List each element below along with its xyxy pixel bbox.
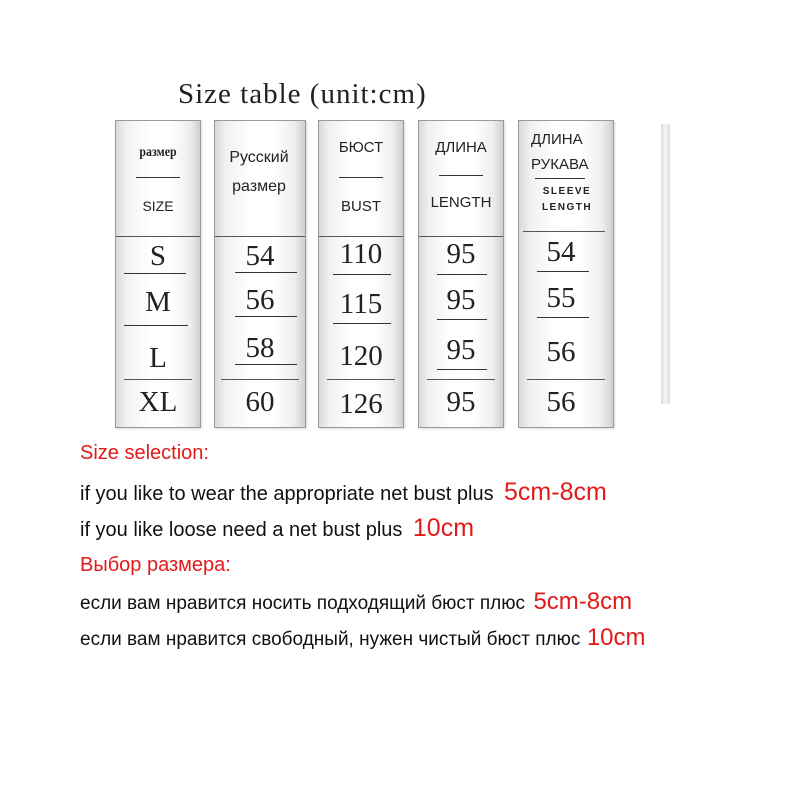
header-divider <box>535 178 585 179</box>
row-separator <box>527 379 605 380</box>
row-separator <box>427 379 495 380</box>
length-cell: 95 <box>419 333 503 367</box>
size-header-ru: размер <box>139 145 177 160</box>
bust-cell: 115 <box>319 287 403 321</box>
bust-column-header <box>319 121 403 236</box>
sleeve-length-cell: 56 <box>546 336 576 368</box>
header-divider <box>136 177 180 178</box>
sleeve-length-cell: 55 <box>509 281 613 315</box>
ru-note-line-loose <box>80 624 646 652</box>
header-separator <box>215 236 305 237</box>
row-separator <box>221 379 299 380</box>
row-separator <box>327 379 395 380</box>
size-selection-heading: Size selection: <box>80 442 209 464</box>
header-separator <box>116 236 200 237</box>
size-cell: XL <box>138 386 178 418</box>
length-header-ru: ДЛИНА <box>435 139 487 156</box>
russian-size-cell: 58 <box>215 331 305 365</box>
sleeve-length-column-header <box>519 121 613 236</box>
note-text: если вам нравится свободный, нужен чистый бюст плюс <box>80 629 581 650</box>
sleeve-length-cell: 54 <box>509 235 613 269</box>
row-separator <box>124 379 192 380</box>
size-cell: S <box>116 239 200 273</box>
length-cell: 95 <box>446 386 476 418</box>
russian-size-cell: 56 <box>215 283 305 317</box>
sleeve-length-header-ru: ДЛИНА РУКАВА <box>531 131 589 173</box>
length-column <box>418 120 504 428</box>
bust-header-en: BUST <box>340 198 381 215</box>
header-divider <box>339 177 383 178</box>
note-value: 10cm <box>412 514 475 542</box>
note-line-loose <box>80 514 474 543</box>
header-separator <box>523 231 605 232</box>
bust-cell: 110 <box>319 237 403 271</box>
size-column <box>115 120 201 428</box>
length-cell: 95 <box>419 237 503 271</box>
note-text: если вам нравится носить подходящий бюст плюс <box>80 593 525 614</box>
note-text: if you like to wear the appropriate net bust plus <box>80 483 494 505</box>
size-cell: L <box>149 342 167 374</box>
sleeve-length-column <box>518 120 614 428</box>
note-value: 5cm-8cm <box>533 588 633 615</box>
size-cell: M <box>116 285 200 319</box>
bust-cell: 120 <box>339 340 383 372</box>
note-text: if you like loose need a net bust plus <box>80 519 403 541</box>
russian-size-header: Русский размер <box>229 149 289 195</box>
page-title: Size table (unit:cm) <box>178 78 427 110</box>
russian-size-cell: 54 <box>215 239 305 273</box>
sleeve-length-cell: 56 <box>546 386 576 418</box>
ru-note-line-fitted <box>80 588 632 616</box>
length-column-header <box>419 121 503 236</box>
note-value: 10cm <box>586 624 646 651</box>
sleeve-length-header-en: SLEEVE LENGTH <box>541 186 593 213</box>
russian-size-column <box>214 120 306 428</box>
ru-size-selection-heading: Выбор размера: <box>80 554 231 576</box>
bust-cell: 126 <box>339 388 383 420</box>
bust-column <box>318 120 404 428</box>
note-value: 5cm-8cm <box>504 478 607 506</box>
decorative-bar <box>661 124 670 404</box>
russian-size-cell: 60 <box>245 386 275 418</box>
header-divider <box>439 175 483 176</box>
note-line-fitted <box>80 478 607 507</box>
length-header-en: LENGTH <box>430 194 492 211</box>
russian-size-column-header <box>215 121 305 236</box>
length-cell: 95 <box>419 283 503 317</box>
size-column-header <box>116 121 200 236</box>
size-header-en: SIZE <box>142 198 174 214</box>
bust-header-ru: БЮСТ <box>338 139 384 156</box>
